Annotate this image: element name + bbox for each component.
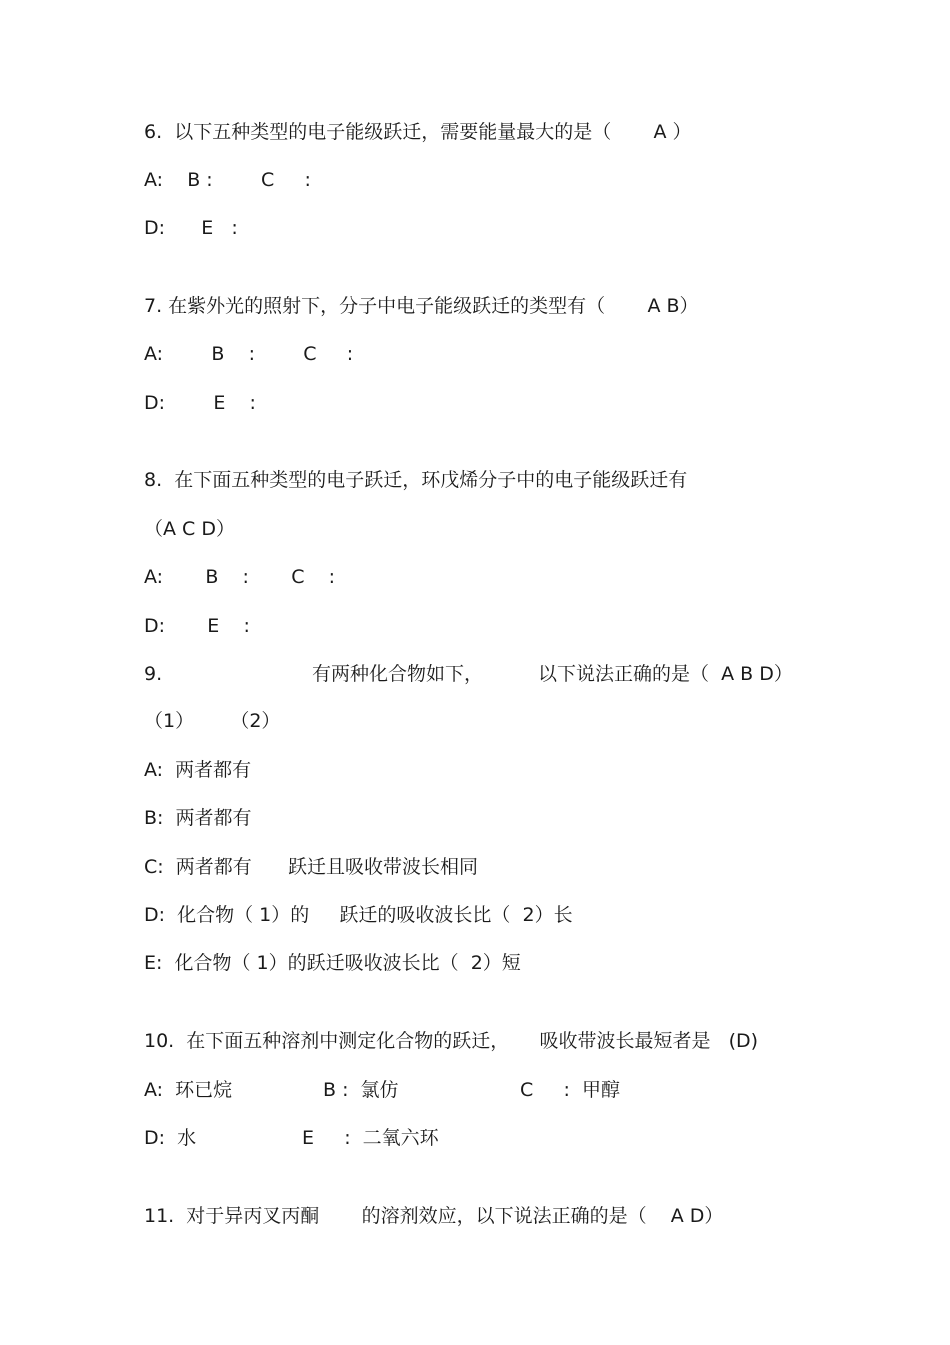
q6-options-line2: D: E : [144,217,238,239]
q8-options-line2: D: E : [144,615,250,637]
q9-option-e: E: 化合物（ 1）的跃迁吸收波长比（ 2）短 [144,952,521,974]
q10-option-d: D: 水 [144,1127,197,1149]
q9-option-d: D: 化合物（ 1）的 跃迁的吸收波长比（ 2）长 [144,904,573,926]
q10-option-a: A: 环已烷 [144,1079,233,1101]
q7-options-line1: A: B : C : [144,343,354,365]
q6-stem: 6. 以下五种类型的电子能级跃迁，需要能量最大的是（ A ） [144,121,692,143]
q8-stem: 8. 在下面五种类型的电子跃迁，环戊烯分子中的电子能级跃迁有 [144,469,688,491]
q10-option-c: C : 甲醇 [520,1079,620,1101]
q11-stem: 11. 对于异丙叉丙酮 的溶剂效应，以下说法正确的是（ A D） [144,1205,724,1227]
q9-stem-right: 以下说法正确的是（ A B D） [538,663,793,685]
q9-option-b: B: 两者都有 [144,807,252,829]
q9-stem-middle: 有两种化合物如下， [312,663,484,685]
q8-options-line1: A: B : C : [144,566,336,588]
q10-option-e: E : 二氧六环 [302,1127,439,1149]
q8-answer: （A C D） [144,518,235,540]
q9-option-a: A: 两者都有 [144,759,252,781]
q9-option-c: C: 两者都有 跃迁且吸收带波长相同 [144,856,478,878]
q9-compounds: （1） （2） [144,710,281,732]
q10-stem: 10. 在下面五种溶剂中测定化合物的跃迁， 吸收带波长最短者是 (D) [144,1030,759,1052]
q7-stem: 7. 在紫外光的照射下，分子中电子能级跃迁的类型有（ A B） [144,295,699,317]
q10-option-b: B : 氯仿 [323,1079,399,1101]
q6-options-line1: A: B : C : [144,169,311,191]
q9-number: 9. [144,663,163,685]
q7-options-line2: D: E : [144,392,256,414]
